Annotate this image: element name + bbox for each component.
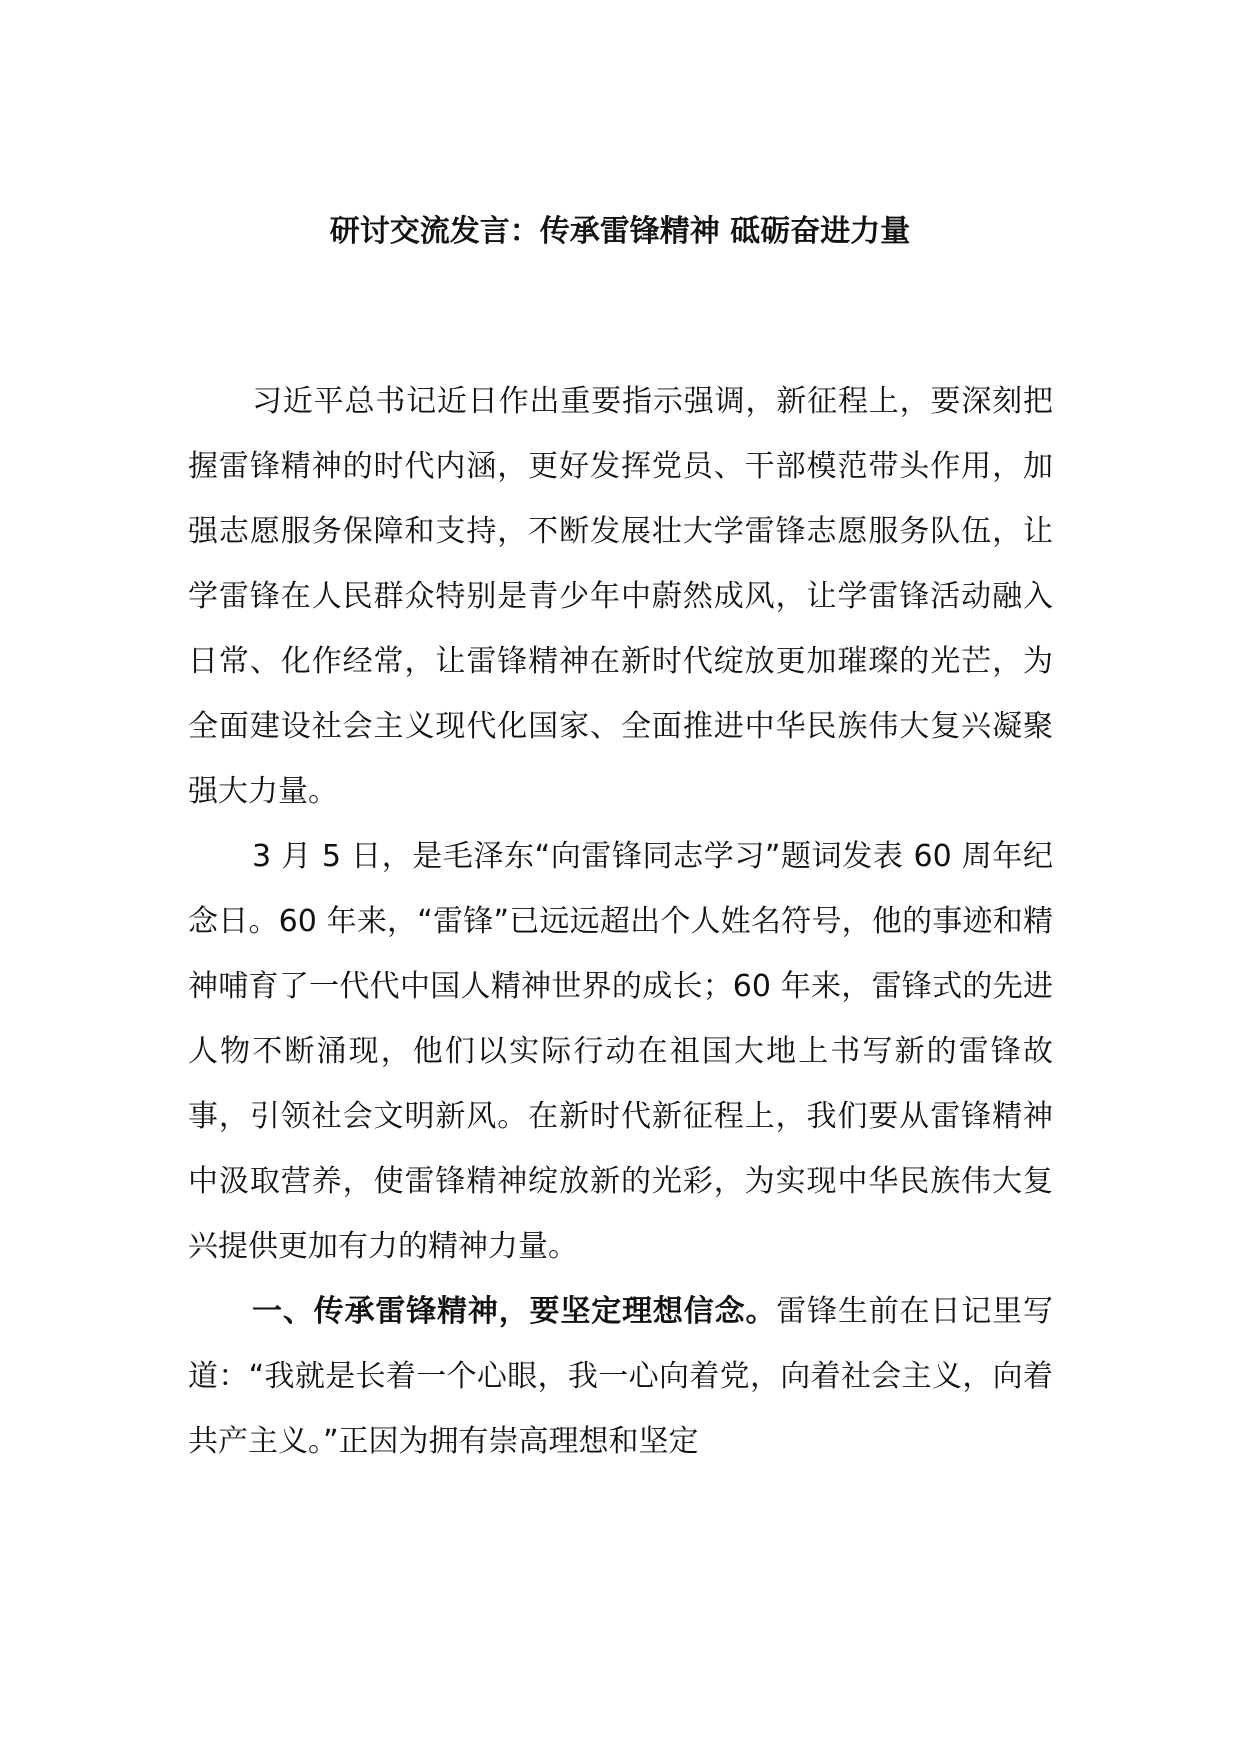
document-title: 研讨交流发言：传承雷锋精神 砥砺奋进力量 [329,214,911,249]
paragraph-instruction: 习近平总书记近日作出重要指示强调，新征程上，要深刻把握雷锋精神的时代内涵，更好发挥党员、干部模范带头作用，加强志愿服务保障和支持，不断发展壮大学雷锋志愿服务队伍，让学雷锋在人民群众特别是青少年中蔚然成风，让学雷锋活动融入日常、化作经常，让雷锋精神在新时代绽放更加璀璨的光芒，为全面建设社会主义现代化国家、全面推进中华民族伟大复兴凝聚强大力量。 [188,384,1053,809]
section-one-text: 雷锋生前在日记里写道：“我就是长着一个心眼，我一心向着党，向着社会主义，向着共产主义。”正因为拥有崇高理想和坚定 [188,1294,1054,1459]
section-one-heading: 一、传承雷锋精神，要坚定理想信念。 [252,1294,777,1329]
paragraph-section-one [188,1279,1053,1474]
paragraph-anniversary: 3 月 5 日，是毛泽东“向雷锋同志学习”题词发表 60 周年纪念日。60 年来，“雷锋”已远远超出个人姓名符号，他的事迹和精神哺育了一代代中国人精神世界的成长；60 年来，雷锋式的先进人物不断涌现，他们以实际行动在祖国大地上书写新的雷锋故事，引领社会文明新风。在新时代新征程上，我们要从雷锋精神中汲取营养，使雷锋精神绽放新的光彩，为实现中华民族伟大复兴提供更加有力的精神力量。 [188,839,1053,1264]
document-body [188,369,1053,1474]
